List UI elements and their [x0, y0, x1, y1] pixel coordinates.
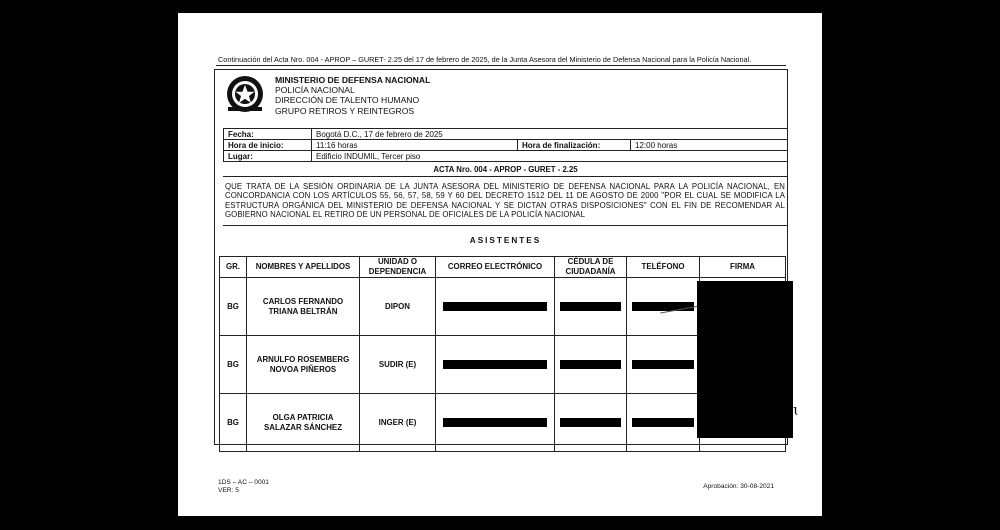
header-divider: [216, 65, 786, 66]
row-email-redacted: [436, 394, 555, 452]
redaction-bar: [443, 418, 548, 427]
redaction-bar: [632, 418, 695, 427]
row-phone-redacted: [627, 394, 700, 452]
col-header-names: NOMBRES Y APELLIDOS: [247, 257, 360, 278]
signature-redaction-block: [697, 281, 793, 438]
row-name: [247, 336, 360, 394]
session-info-table: [223, 128, 788, 162]
document-page: [178, 13, 822, 516]
org-group: GRUPO RETIROS Y REINTEGROS: [275, 105, 415, 116]
organization-block: [275, 75, 430, 116]
acta-title: ACTA Nro. 004 - APROP - GURET - 2.25: [433, 165, 578, 174]
footer-code: 1DS – AC – 0001: [218, 479, 269, 486]
signature-scribble: ɩ: [793, 401, 799, 419]
hora-fin-label: Hora de finalización:: [518, 140, 631, 151]
name-last: SALAZAR SÁNCHEZ: [263, 422, 343, 432]
redaction-bar: [560, 302, 622, 311]
row-gr: BG: [220, 394, 247, 452]
lugar-value: Edificio INDUMIL, Tercer piso: [312, 151, 788, 162]
divider: [223, 176, 788, 177]
fecha-value: Bogotá D.C., 17 de febrero de 2025: [312, 129, 788, 140]
redaction-bar: [632, 302, 695, 311]
name-first: OLGA PATRICIA: [272, 412, 334, 422]
org-ministry: MINISTERIO DE DEFENSA NACIONAL: [275, 75, 431, 85]
row-id-redacted: [555, 278, 627, 336]
col-header-unit: UNIDAD O DEPENDENCIA: [360, 257, 436, 278]
session-description: QUE TRATA DE LA SESIÓN ORDINARIA DE LA JUNTA ASESORA DEL MINISTERIO DE DEFENSA NACIONAL PARA LA POLICÍA NACIONAL, EN CONCORDANCIA CON LOS ARTÍCULOS 55, 56, 57, 58, 59 Y 60 DEL DECRETO 1512 DEL 11 DE AGOSTO DE 2000 "POR EL CUAL SE MODIFICA LA ESTRUCTURA ORGÁNICA DEL MINISTERIO DE DEFENSA NACIONAL Y SE DICTAN OTRAS DISPOSICIONES" CON EL FIN DE RECOMENDAR AL GOBIERNO NACIONAL EL RETIRO DE UN PERSONAL DE OFICIALES DE LA POLICÍA NACIONAL: [225, 182, 785, 219]
col-header-signature: FIRMA: [700, 257, 786, 278]
hora-inicio-value: 11:16 horas: [312, 140, 518, 151]
footer-approval: Aprobación: 30-08-2021: [703, 483, 774, 490]
redaction-bar: [443, 360, 548, 369]
redaction-bar: [632, 360, 695, 369]
fecha-label: Fecha:: [224, 129, 312, 140]
col-header-gr: GR.: [220, 257, 247, 278]
name-last: NOVOA PIÑEROS: [269, 364, 337, 374]
table-header-row: [220, 257, 786, 278]
divider: [223, 225, 788, 226]
name-last: TRIANA BELTRÁN: [268, 306, 338, 316]
redaction-bar: [560, 360, 622, 369]
footer-version: VER: 5: [218, 487, 239, 495]
org-police: POLICÍA NACIONAL: [275, 85, 355, 96]
redaction-bar: [560, 418, 622, 427]
row-unit: DIPON: [360, 278, 436, 336]
row-email-redacted: [436, 336, 555, 394]
col-header-id: CÉDULA DE CIUDADANÍA: [555, 257, 627, 278]
police-emblem-icon: [225, 74, 265, 114]
org-directorate: DIRECCIÓN DE TALENTO HUMANO: [275, 95, 420, 106]
name-first: CARLOS FERNANDO: [262, 296, 344, 306]
hora-inicio-label: Hora de inicio:: [224, 140, 312, 151]
row-name: [247, 278, 360, 336]
row-id-redacted: [555, 394, 627, 452]
row-gr: BG: [220, 336, 247, 394]
lugar-label: Lugar:: [224, 151, 312, 162]
col-header-email: CORREO ELECTRÓNICO: [436, 257, 555, 278]
row-unit: INGER (E): [360, 394, 436, 452]
row-name: [247, 394, 360, 452]
name-first: ARNULFO ROSEMBERG: [256, 354, 350, 364]
asistentes-title: ASISTENTES: [469, 236, 542, 245]
continuation-header: Continuación del Acta Nro. 004 - APROP – GURET- 2.25 del 17 de febrero de 2025, de la Junta Asesora del Ministerio de Defensa Nacional para la Policía Nacional.: [218, 55, 752, 64]
row-email-redacted: [436, 278, 555, 336]
row-id-redacted: [555, 336, 627, 394]
row-phone-redacted: [627, 336, 700, 394]
row-unit: SUDIR (E): [360, 336, 436, 394]
hora-fin-value: 12:00 horas: [631, 140, 788, 151]
col-header-phone: TELÉFONO: [627, 257, 700, 278]
redaction-bar: [443, 302, 548, 311]
row-gr: BG: [220, 278, 247, 336]
footer-code-block: [218, 479, 269, 496]
